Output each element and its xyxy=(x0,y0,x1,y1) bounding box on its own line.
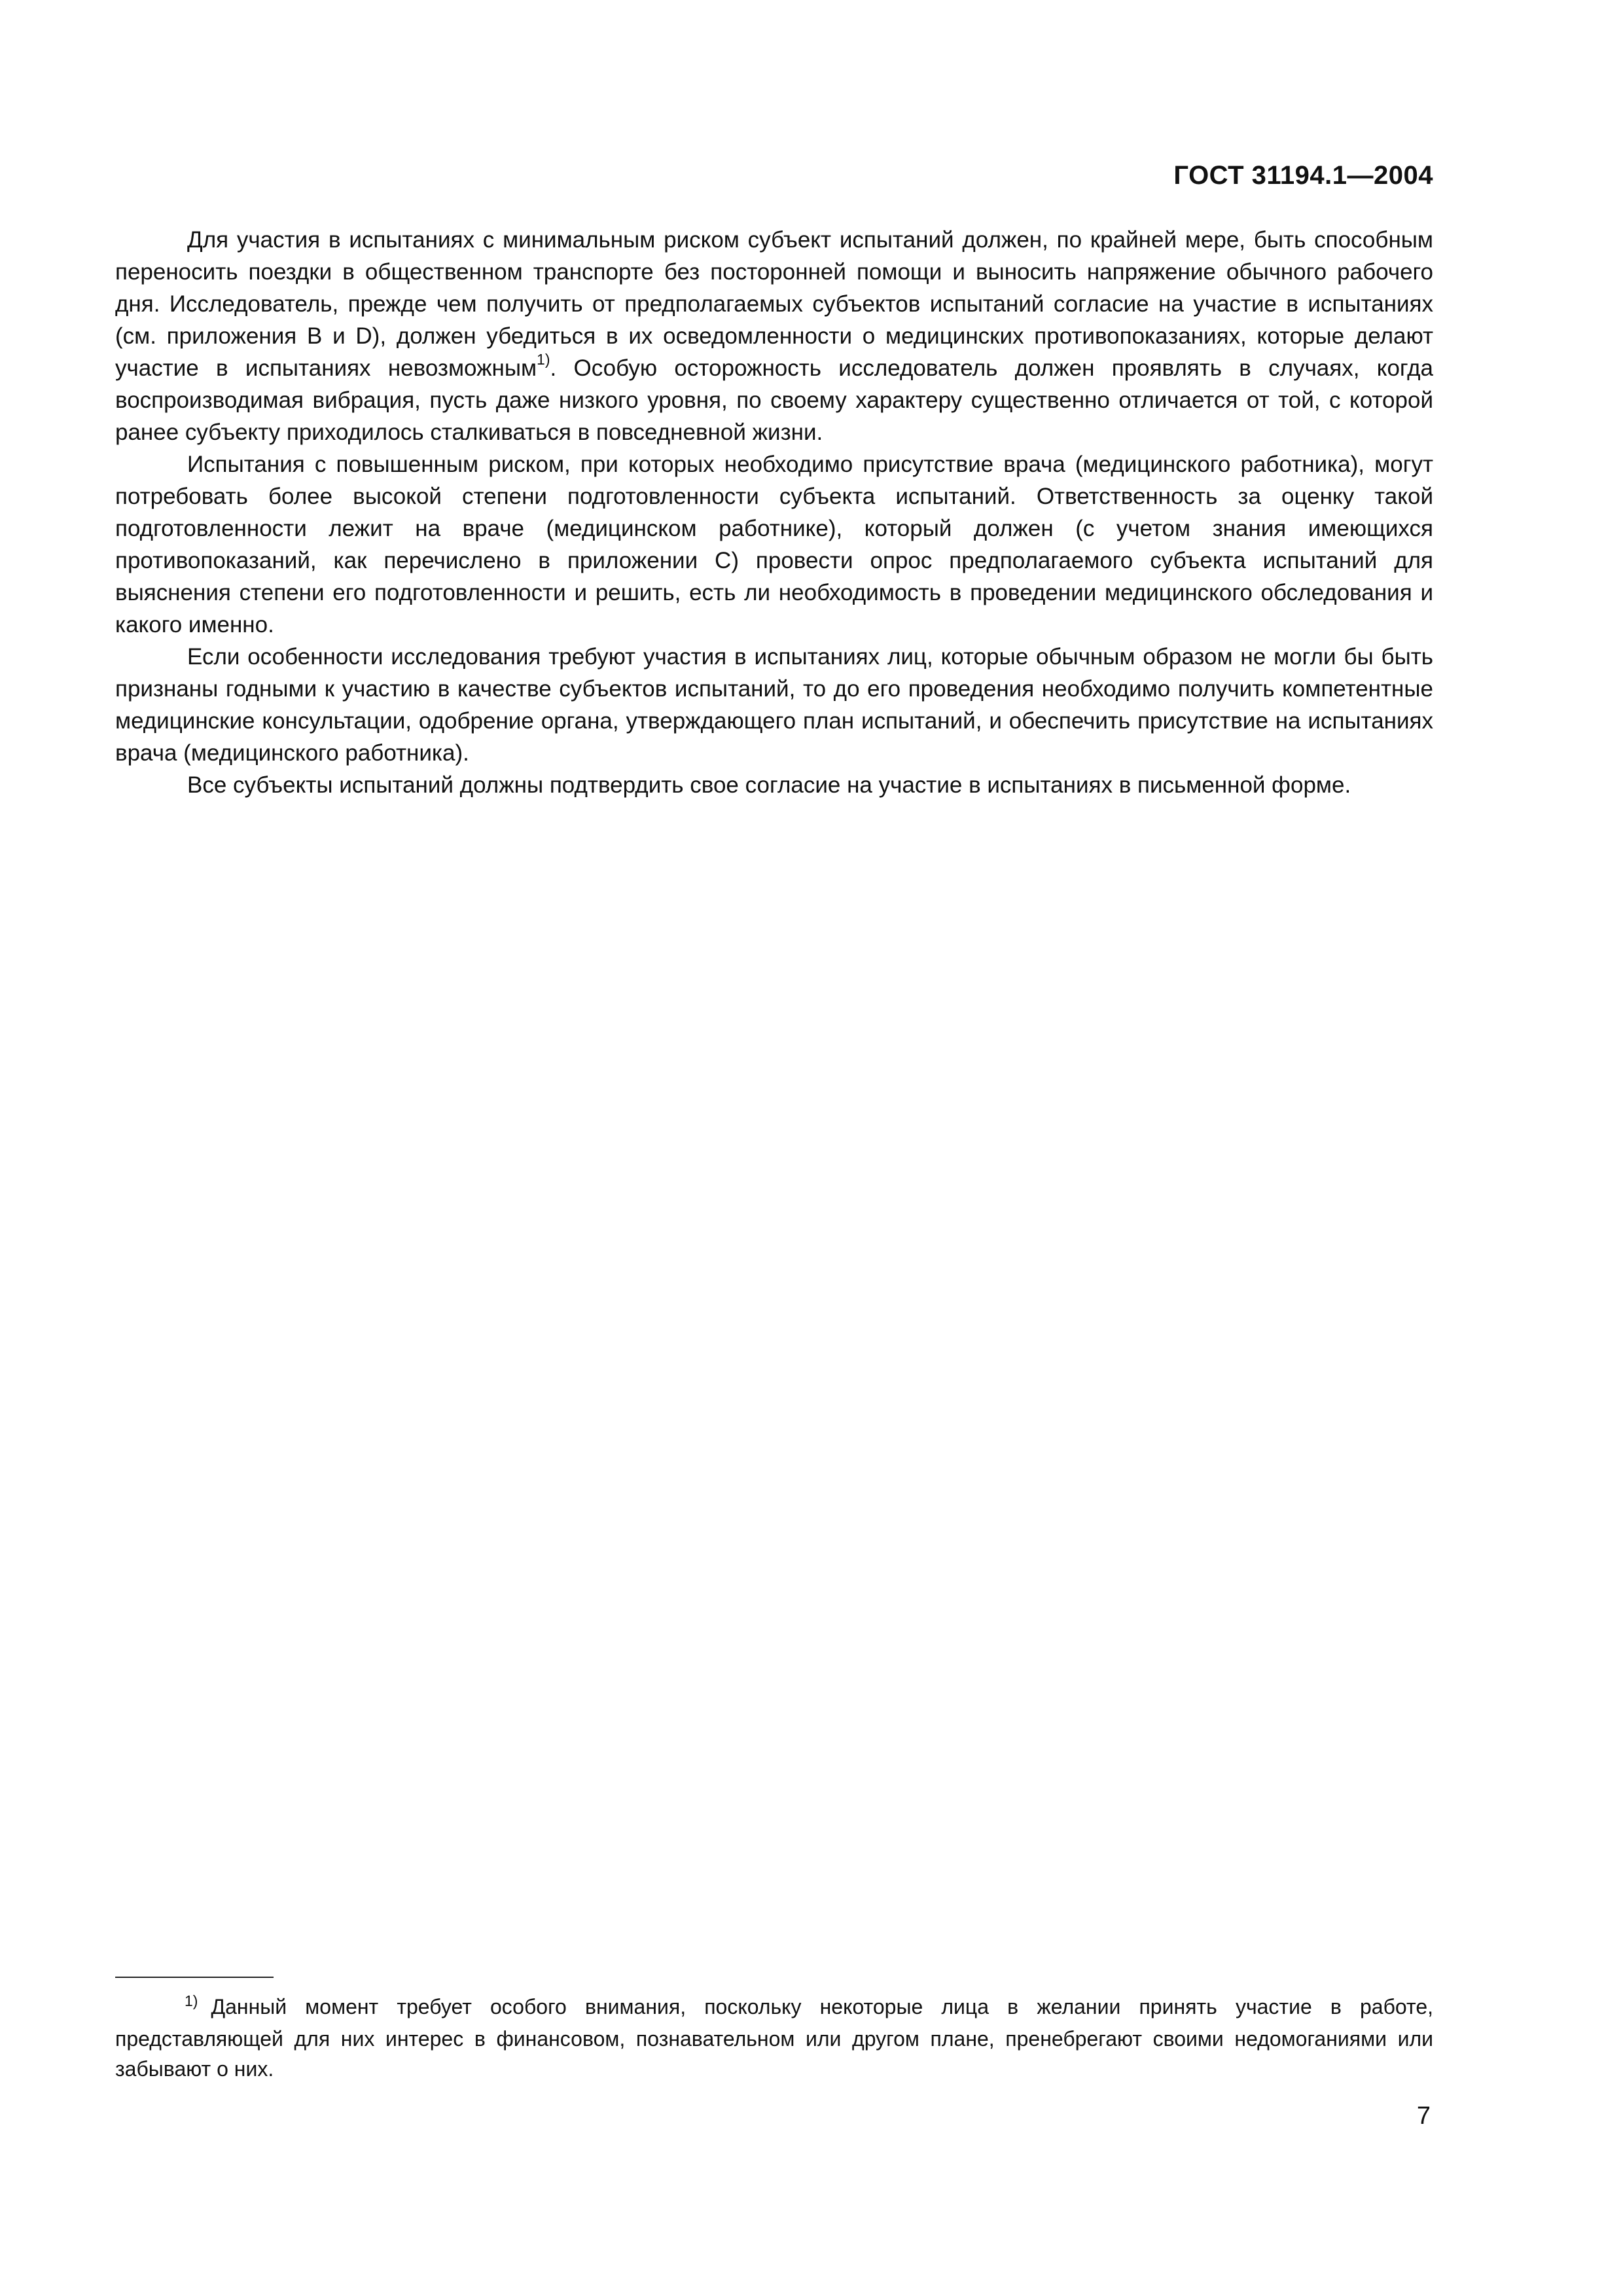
document-header: ГОСТ 31194.1—2004 xyxy=(1173,161,1433,190)
paragraph-1 xyxy=(115,224,1433,448)
footnote xyxy=(115,1992,1433,2084)
paragraph-1-text-continued: . Особую осторожность исследователь должен проявлять в случаях, когда воспроизводимая вибрация, пусть даже низкого уровня, по своему характеру существенно отличается от той, с которой ранее субъекту приходилось сталкиваться в повседневной жизни. xyxy=(115,355,1433,445)
footnote-reference[interactable]: 1) xyxy=(537,351,550,368)
footnote-marker: 1) xyxy=(185,1992,198,2009)
document-body xyxy=(115,224,1433,801)
footnote-divider xyxy=(115,1977,274,1978)
paragraph-4: Все субъекты испытаний должны подтвердить свое согласие на участие в испытаниях в письменной форме. xyxy=(187,772,1351,798)
page-number: 7 xyxy=(1416,2102,1431,2130)
footnote-text: Данный момент требует особого внимания, поскольку некоторые лица в желании принять участие в работе, представляющей для них интерес в финансовом, познавательном или другом плане, пренебрегают своими недомоганиями или забывают о них. xyxy=(115,1995,1433,2081)
paragraph-1-text: Для участия в испытаниях с минимальным риском субъект испытаний должен, по крайней мере, быть способным переносить поездки в общественном транспорте без посторонней помощи и выносить напряжение обычного рабочего дня. Исследователь, прежде чем получить от предполагаемых субъектов испытаний согласие на участие в испытаниях (см. приложения В и D), должен убедиться в их осведомленности о медицинских противопоказаниях, которые делают участие в испытаниях невозможным xyxy=(115,227,1433,381)
paragraph-2: Испытания с повышенным риском, при которых необходимо присутствие врача (медицинского работника), могут потребовать более высокой степени подготовленности субъекта испытаний. Ответственность за оценку такой подготовленности лежит на враче (медицинском работнике), который должен (с учетом знания имеющихся противопоказаний, как перечислено в приложении С) провести опрос предполагаемого субъекта испытаний для выяснения степени его подготовленности и решить, есть ли необходимость в проведении медицинского обследования и какого именно. xyxy=(115,452,1433,637)
paragraph-3: Если особенности исследования требуют участия в испытаниях лиц, которые обычным образом не могли бы быть признаны годными к участию в качестве субъектов испытаний, то до его проведения необходимо получить компетентные медицинские консультации, одобрение органа, утверждающего план испытаний, и обеспечить присутствие на испытаниях врача (медицинского работника). xyxy=(115,644,1433,766)
